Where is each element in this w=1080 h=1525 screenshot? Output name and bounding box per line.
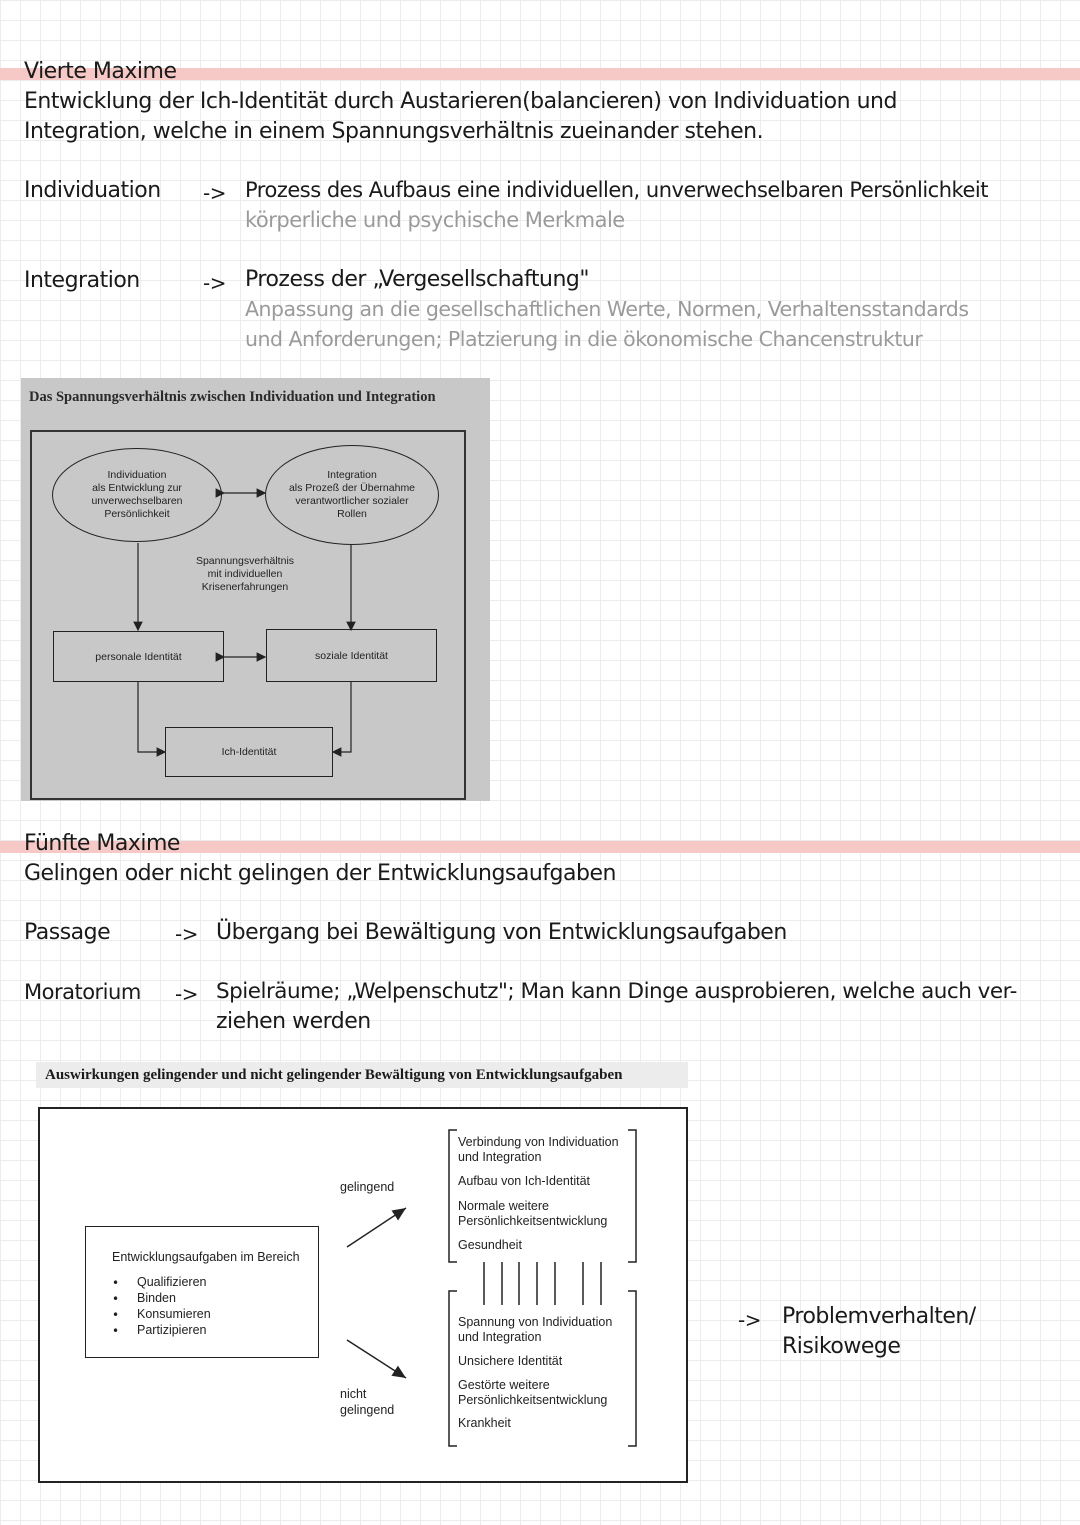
- side-note-line1: Problemverhalten/: [782, 1304, 976, 1329]
- passage-desc: Übergang bei Bewältigung von Entwicklungsaufgaben: [216, 920, 787, 945]
- term-passage: Passage: [24, 920, 111, 945]
- fail-item: Gestörte weitere: [458, 1378, 550, 1392]
- individuation-desc: Prozess des Aufbaus eine individuellen, unverwechselbaren Persönlichkeit: [245, 178, 988, 202]
- success-item: Verbindung von Individuation: [458, 1135, 619, 1149]
- success-item: Persönlichkeitsentwicklung: [458, 1214, 608, 1228]
- arrow-icon: ->: [175, 922, 198, 946]
- section4-line2: Integration, welche in einem Spannungsverhältnis zueinander stehen.: [24, 119, 764, 144]
- fail-item: Persönlichkeitsentwicklung: [458, 1393, 608, 1407]
- arrow-icon: ->: [175, 982, 198, 1006]
- ellipse-text: Individuation: [107, 469, 167, 481]
- term-individuation: Individuation: [24, 178, 161, 203]
- tasks-title: Entwicklungsaufgaben im Bereich: [112, 1250, 300, 1264]
- label-fail-1: nicht: [340, 1387, 367, 1401]
- success-item: Gesundheit: [458, 1238, 522, 1252]
- section4-line1: Entwicklung der Ich-Identität durch Austarieren(balancieren) von Individuation und: [24, 89, 897, 114]
- term-moratorium: Moratorium: [24, 980, 141, 1004]
- section5-heading: Fünfte Maxime: [24, 831, 180, 856]
- integration-desc: Prozess der „Vergesellschaftung": [245, 267, 589, 292]
- moratorium-desc-2: ziehen werden: [216, 1009, 371, 1034]
- social-identity-box: soziale Identität: [266, 629, 437, 682]
- tasks-box: [85, 1226, 319, 1358]
- term-integration: Integration: [24, 268, 140, 293]
- ego-identity-box: Ich-Identität: [165, 727, 333, 777]
- moratorium-desc-1: Spielräume; „Welpenschutz"; Man kann Dinge ausprobieren, welche auch ver-: [216, 979, 1017, 1004]
- integration-note-2: und Anforderungen; Platzierung in die ökonomische Chancenstruktur: [245, 327, 923, 351]
- section5-line1: Gelingen oder nicht gelingen der Entwicklungsaufgaben: [24, 861, 616, 886]
- diagram1-title: Das Spannungsverhältnis zwischen Individuation und Integration: [29, 389, 436, 405]
- success-item: Normale weitere: [458, 1199, 550, 1213]
- arrow-icon: ->: [738, 1308, 761, 1332]
- bullet-icon: •: [112, 1276, 120, 1290]
- bullet-icon: •: [112, 1324, 120, 1338]
- ellipse-text: Rollen: [337, 508, 367, 520]
- diagram2-title: Auswirkungen gelingender und nicht gelingender Bewältigung von Entwicklungsaufgaben: [45, 1067, 623, 1083]
- tension-text: mit individuellen: [207, 568, 283, 580]
- label-success: gelingend: [340, 1180, 395, 1194]
- arrow-icon: ->: [203, 181, 226, 205]
- task-item: Qualifizieren: [137, 1275, 207, 1289]
- label-fail-2: gelingend: [340, 1403, 395, 1417]
- bullet-icon: •: [112, 1292, 120, 1306]
- fail-item: Spannung von Individuation: [458, 1315, 613, 1329]
- ellipse-text: verantwortlicher sozialer: [295, 495, 409, 507]
- arrow-icon: ->: [203, 271, 226, 295]
- fail-item: und Integration: [458, 1330, 542, 1344]
- ellipse-text: als Entwicklung zur: [92, 482, 182, 494]
- integration-note-1: Anpassung an die gesellschaftlichen Werte, Normen, Verhaltensstandards: [245, 297, 969, 321]
- task-item: Konsumieren: [137, 1307, 211, 1321]
- success-item: Aufbau von Ich-Identität: [458, 1174, 591, 1188]
- personal-identity-box: personale Identität: [53, 631, 224, 682]
- ellipse-text: als Prozeß der Übernahme: [288, 482, 416, 494]
- task-item: Partizipieren: [137, 1323, 207, 1337]
- task-item: Binden: [137, 1291, 176, 1305]
- tension-text: Krisenerfahrungen: [201, 581, 289, 593]
- side-note-line2: Risikowege: [782, 1334, 901, 1359]
- ellipse-text: Persönlichkeit: [104, 508, 170, 520]
- individuation-note: körperliche und psychische Merkmale: [245, 208, 625, 232]
- ellipse-text: unverwechselbaren: [91, 495, 183, 507]
- section4-heading: Vierte Maxime: [24, 59, 177, 84]
- fail-item: Unsichere Identität: [458, 1354, 563, 1368]
- ellipse-text: Integration: [327, 469, 377, 481]
- fail-item: Krankheit: [458, 1416, 511, 1430]
- bullet-icon: •: [112, 1308, 120, 1322]
- tension-text: Spannungsverhältnis: [195, 555, 295, 567]
- success-item: und Integration: [458, 1150, 542, 1164]
